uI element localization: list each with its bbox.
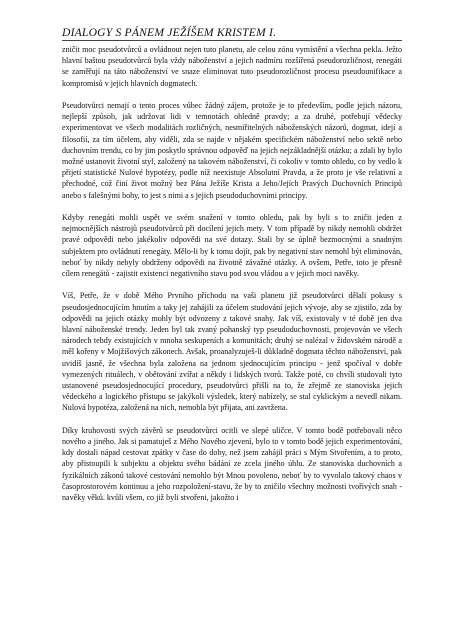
paragraph-5: Díky kruhovosti svých závěrů se pseudotvůrci ocitli ve slepé uličce. V tomto bodě potřebovali něco nového a jiného. Jak si pamatuješ z Mého Nového zjevení, bylo to v tomto bodě jejich experimentování, kdy dostali nápad cestovat zpátky v čase do doby, než jsem zahájil práci s Mým Stvořením, a to proto, aby přistoupili k subjektu a objektu svého bádání ze zcela jiného úhlu. Ze stanoviska duchovních a fyzikálních zákonů takové cestování nemohlo být Mnou povoleno, neboť by to vyvolalo takový chaos v časoprostorovém kontinuu a jeho rozpoložení-stavu, že by to zničilo všechny možnosti tvořivých snah - navěky věků. kvůli všem, co již byli stvořeni, jakožto i: [62, 425, 402, 503]
paragraph-3: Kdyby renegáti mohli uspět ve svém snažení v tomto ohledu, pak by byli s to zničit jeden z nejmocnějších nástrojů pseudotvůrců při docílení jejich mety. V tom případě by nikdy nemohli obdržet pravé odpovědi nebo jakékoliv odpovědi na své dotazy. Stali by se úplně bezmocnými a snadným subjektem pro ovládnutí renegáty. Mělo-li by k tomu dojít, pak by negativní stav nemohl být eliminován, neboť by nikdy nebyly obdrženy odpovědi na životně závažné otázky. A ovšem, Petře, toto je přesně cílem renegátů - zajistit existenci negativního stavu pod svou vládou a v jejich moci navěky.: [62, 213, 402, 279]
paragraph-2: Pseudotvůrci nemají o tento proces vůbec žádný zájem, protože je to především, podle jejich názoru, nejlepší způsob, jak udržovat lidi v temnotách ohledně pravdy; a za druhé, potřebují vědecky experimentovat ve všech modalitách rozličných, nesmiřitelných náboženských názorů, dogmat, idejí a filosofií, za tím účelem, aby viděli, zda se najde v nějakém specifickém náboženství nebo sektě nebo duchovním trendu, co by jim poskytlo správnou odpověď na jejich nejzákladnější otázku; a zdali by bylo možné ustanovit životní styl, založený na takovém náboženství, či cokoliv v tomto ohledu, co by vedlo k přijetí statistické Nulové hypotézy, podle níž neexistuje Absolutní Pravda, a že proto je vše relativní a přechodné, což činí život možný bez Pána Ježíše Krista a Jeho/Jejích Pravých Duchovních Principů anebo s falešnými bohy, to jest s nimi a s jejich pseudoduchovními principy.: [62, 101, 402, 200]
running-header: DIALOGY S PÁNEM JEŽÍŠEM KRISTEM I.: [62, 26, 402, 41]
paragraph-1: zničit moc pseudotvůrců a ovládnout nejen tuto planetu, ale celou zónu vymístění a všechna pekla. Ježto hlavní baštou pseudotvůrců byla vždy náboženství a jejich nadmíru rozšířená pseudorozličnost, renegáti se zaměřují na táto náboženství ve snaze eliminovat tuto pseudorozličnost procesu pseudounifikace a kompromisů v jejich hlavních dogmatech.: [62, 45, 402, 88]
paragraph-4: Víš, Petře, že v době Mého Prvního příchodu na vaši planetu již pseudotvůrci dělali pokusy s pseudosjednocujícím hnutím a taky jej zahájili za účelem studování jejich vývoje, aby se zjistilo, zda by odpovědi na jejich otázky mohly být odvozeny z takové snahy. Jak víš, existovaly v té době jen dva hlavní náboženské trendy. Jeden byl tak zvaný pohanský typ pseudoduchovnosti, projevován ve všech národech tehdy existujících v mnoha seskupeních a komunitách; druhý se nalézal v židovském národě a měl kořeny v Mojžíšových zákonech. Avšak, proanalyzuješ-li důkladně dogmata těchto náboženství, pak uvidíš jasně, že všechna byla založena na jednom sjednocujícím principu - jenž spočíval v dobře vymezených rituálech, v obětování zvířat a někdy i lidských tvorů. Takže poté, co chvíli studovali tyto ustanovené pseudosjednocující procedury, pseudotvůrci přišli na to, že zřejmě ze stanoviska jejich vědeckého a logického přístupu se jakýkoli výsledek, který nabízely, se stal cyklickým a nevedl nikam. Nulová hypotéza, založená na nich, nemohla být přijata, ani zavržena.: [62, 291, 402, 413]
